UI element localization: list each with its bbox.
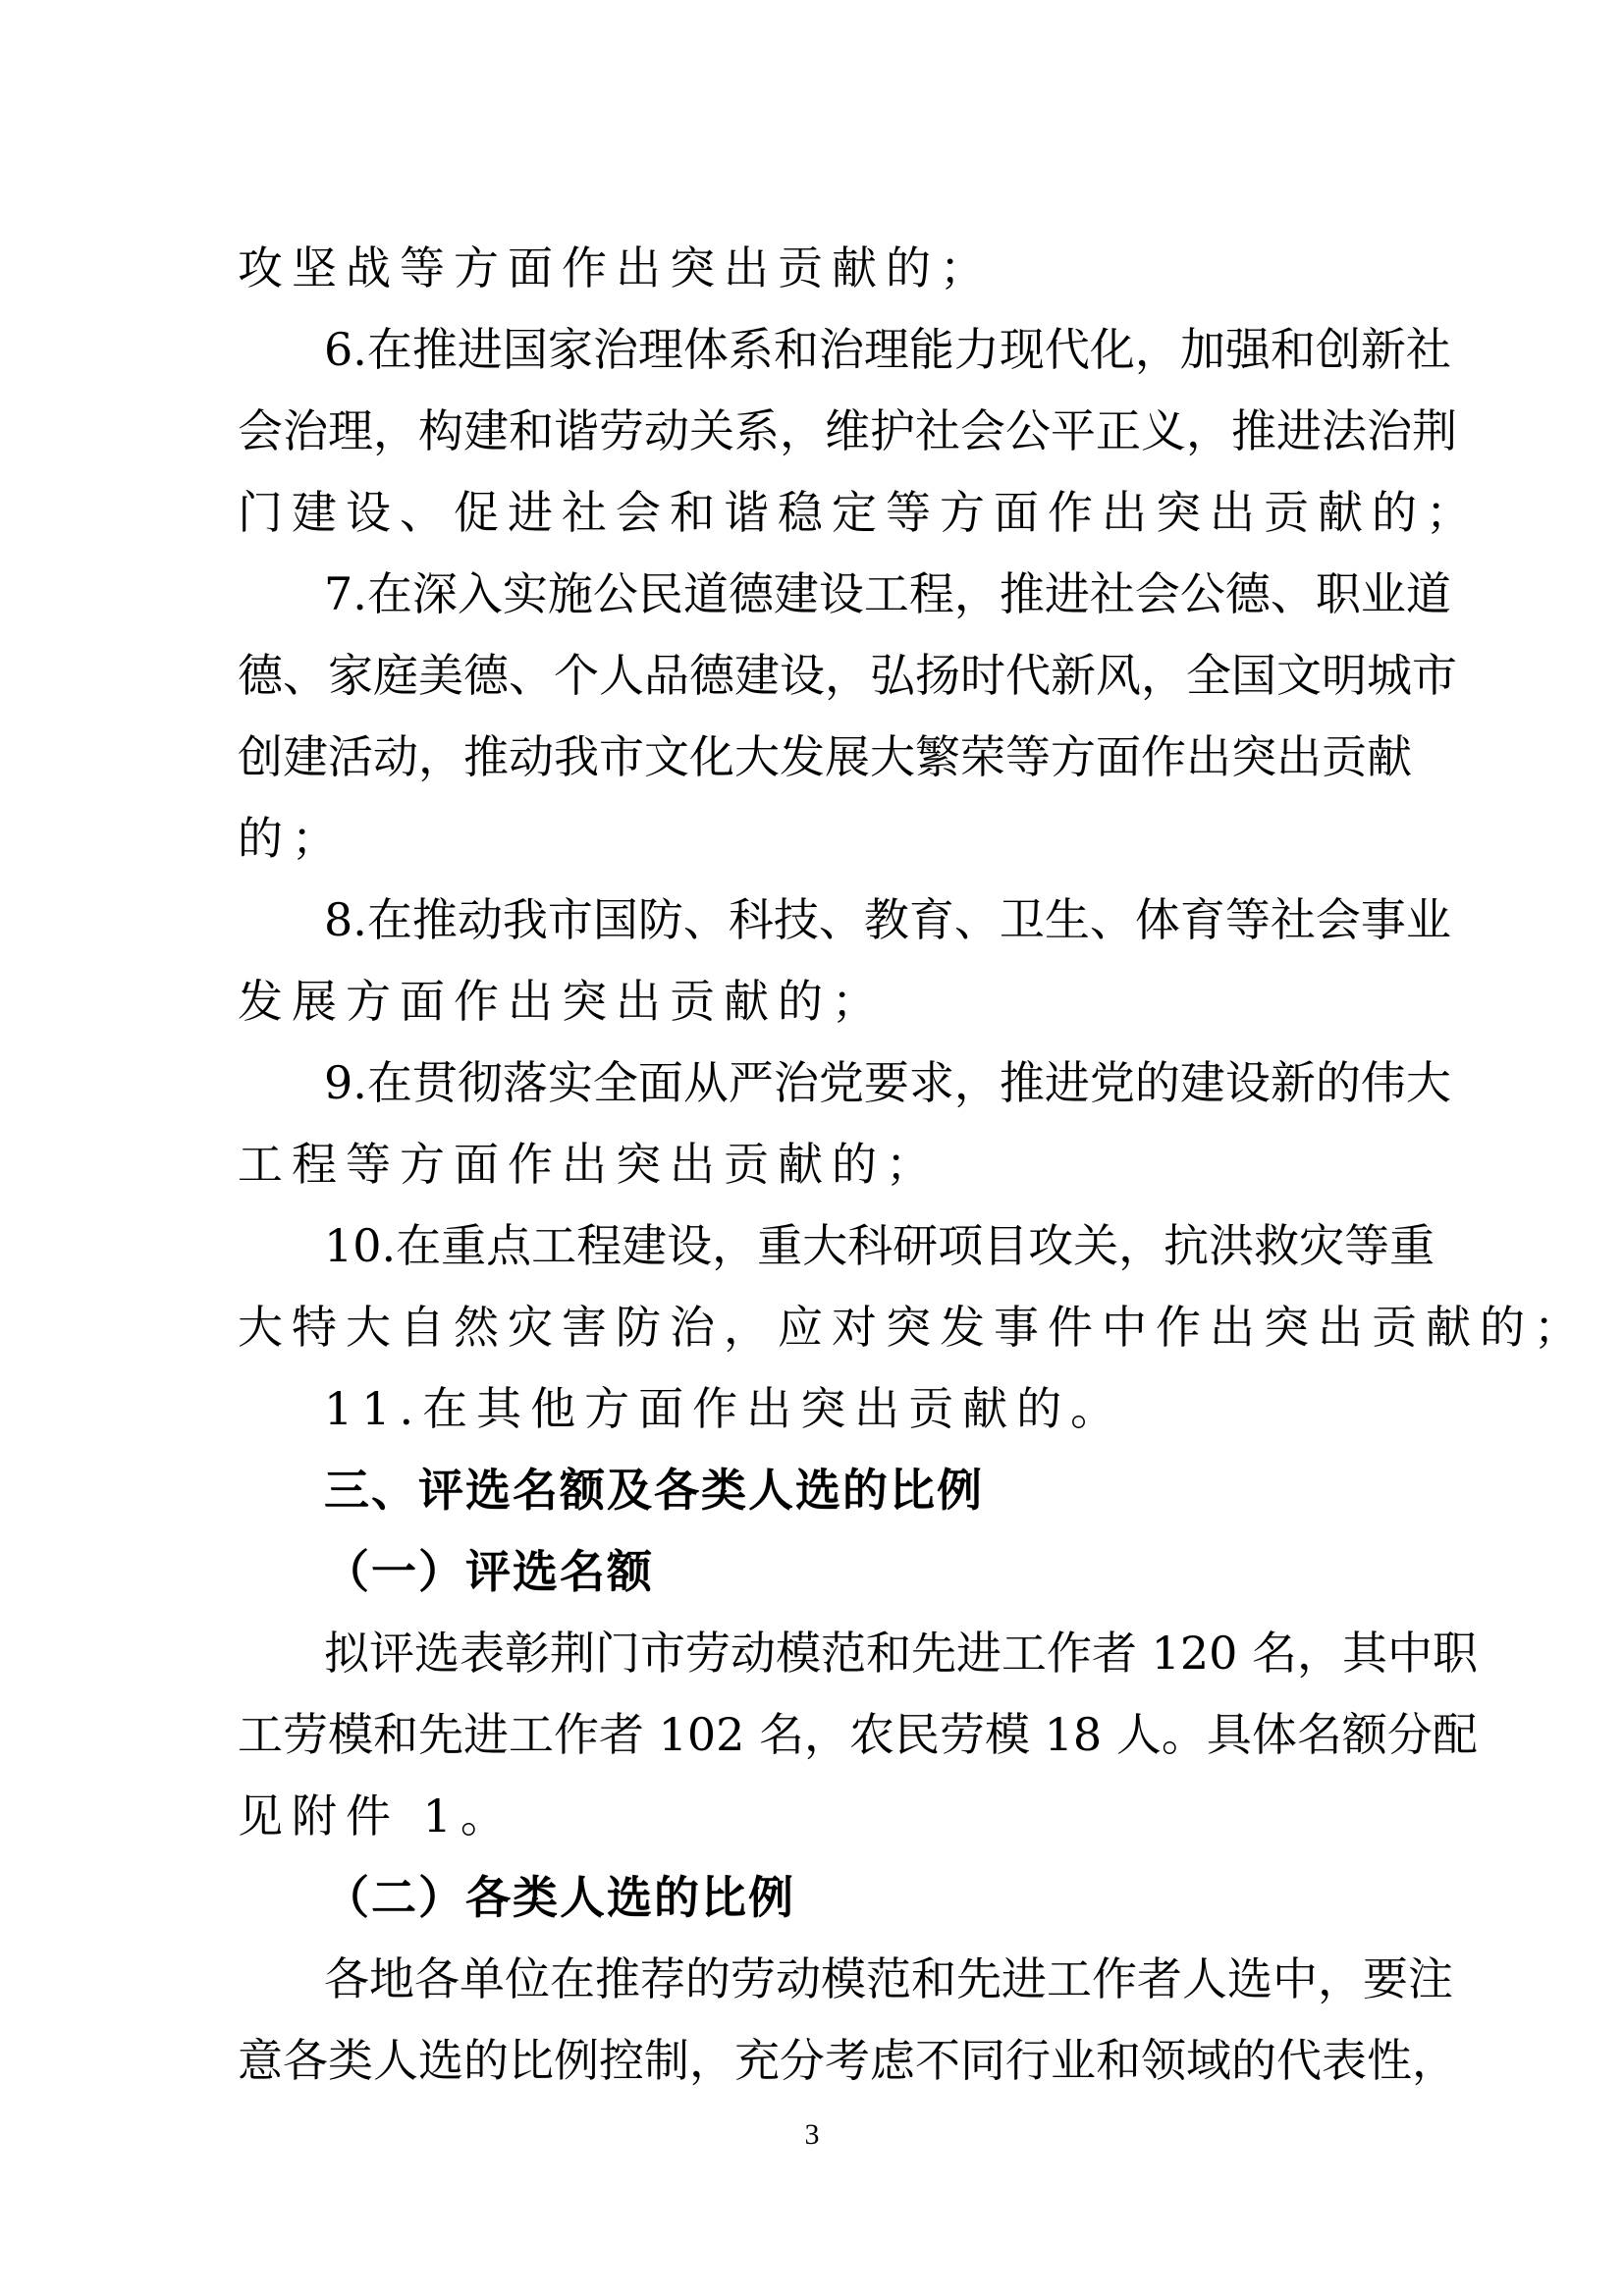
subsection-heading: （一）评选名额 [324, 1545, 654, 1598]
paragraph-line: 见附件 1。 [238, 1789, 514, 1842]
list-item-11-line: 11.在其他方面作出突出贡献的。 [324, 1382, 1125, 1435]
list-item-10-line: 10.在重点工程建设，重大科研项目攻关，抗洪救灾等重 [324, 1219, 1435, 1272]
list-item-8-line: 发展方面作出突出贡献的； [238, 975, 886, 1028]
list-item-6-line: 6.在推进国家治理体系和治理能力现代化，加强和创新社 [324, 323, 1451, 376]
list-item-9-line: 9.在贯彻落实全面从严治党要求，推进党的建设新的伟大 [324, 1056, 1451, 1109]
list-item-8-line: 8.在推动我市国防、科技、教育、卫生、体育等社会事业 [324, 893, 1451, 946]
list-item-9-line: 工程等方面作出突出贡献的； [238, 1138, 940, 1191]
paragraph-line: 攻坚战等方面作出突出贡献的； [238, 241, 994, 294]
paragraph-line: 各地各单位在推荐的劳动模范和先进工作者人选中，要注 [324, 1952, 1453, 2005]
list-item-6-line: 会治理，构建和谐劳动关系，维护社会公平正义，推进法治荆 [238, 404, 1457, 457]
page-number: 3 [804, 2118, 820, 2151]
list-item-6-line: 门建设、促进社会和谐稳定等方面作出突出贡献的； [238, 486, 1480, 539]
list-item-7-line: 德、家庭美德、个人品德建设，弘扬时代新风，全国文明城市 [238, 649, 1457, 702]
paragraph-line: 拟评选表彰荆门市劳动模范和先进工作者 120 名，其中职 [324, 1627, 1479, 1680]
section-heading: 三、评选名额及各类人选的比例 [324, 1464, 984, 1517]
list-item-7-line: 创建活动，推动我市文化大发展大繁荣等方面作出突出贡献 [238, 730, 1412, 783]
list-item-10-line: 大特大自然灾害防治，应对突发事件中作出突出贡献的； [238, 1301, 1588, 1354]
document-page [238, 228, 1588, 2102]
paragraph-line: 意各类人选的比例控制，充分考虑不同行业和领域的代表性， [238, 2034, 1457, 2087]
list-item-7-line: 的； [238, 812, 346, 865]
list-item-7-line: 7.在深入实施公民道德建设工程，推进社会公德、职业道 [324, 567, 1451, 620]
paragraph-line: 工劳模和先进工作者 102 名，农民劳模 18 人。具体名额分配 [238, 1708, 1478, 1761]
subsection-heading: （二）各类人选的比例 [324, 1871, 795, 1924]
